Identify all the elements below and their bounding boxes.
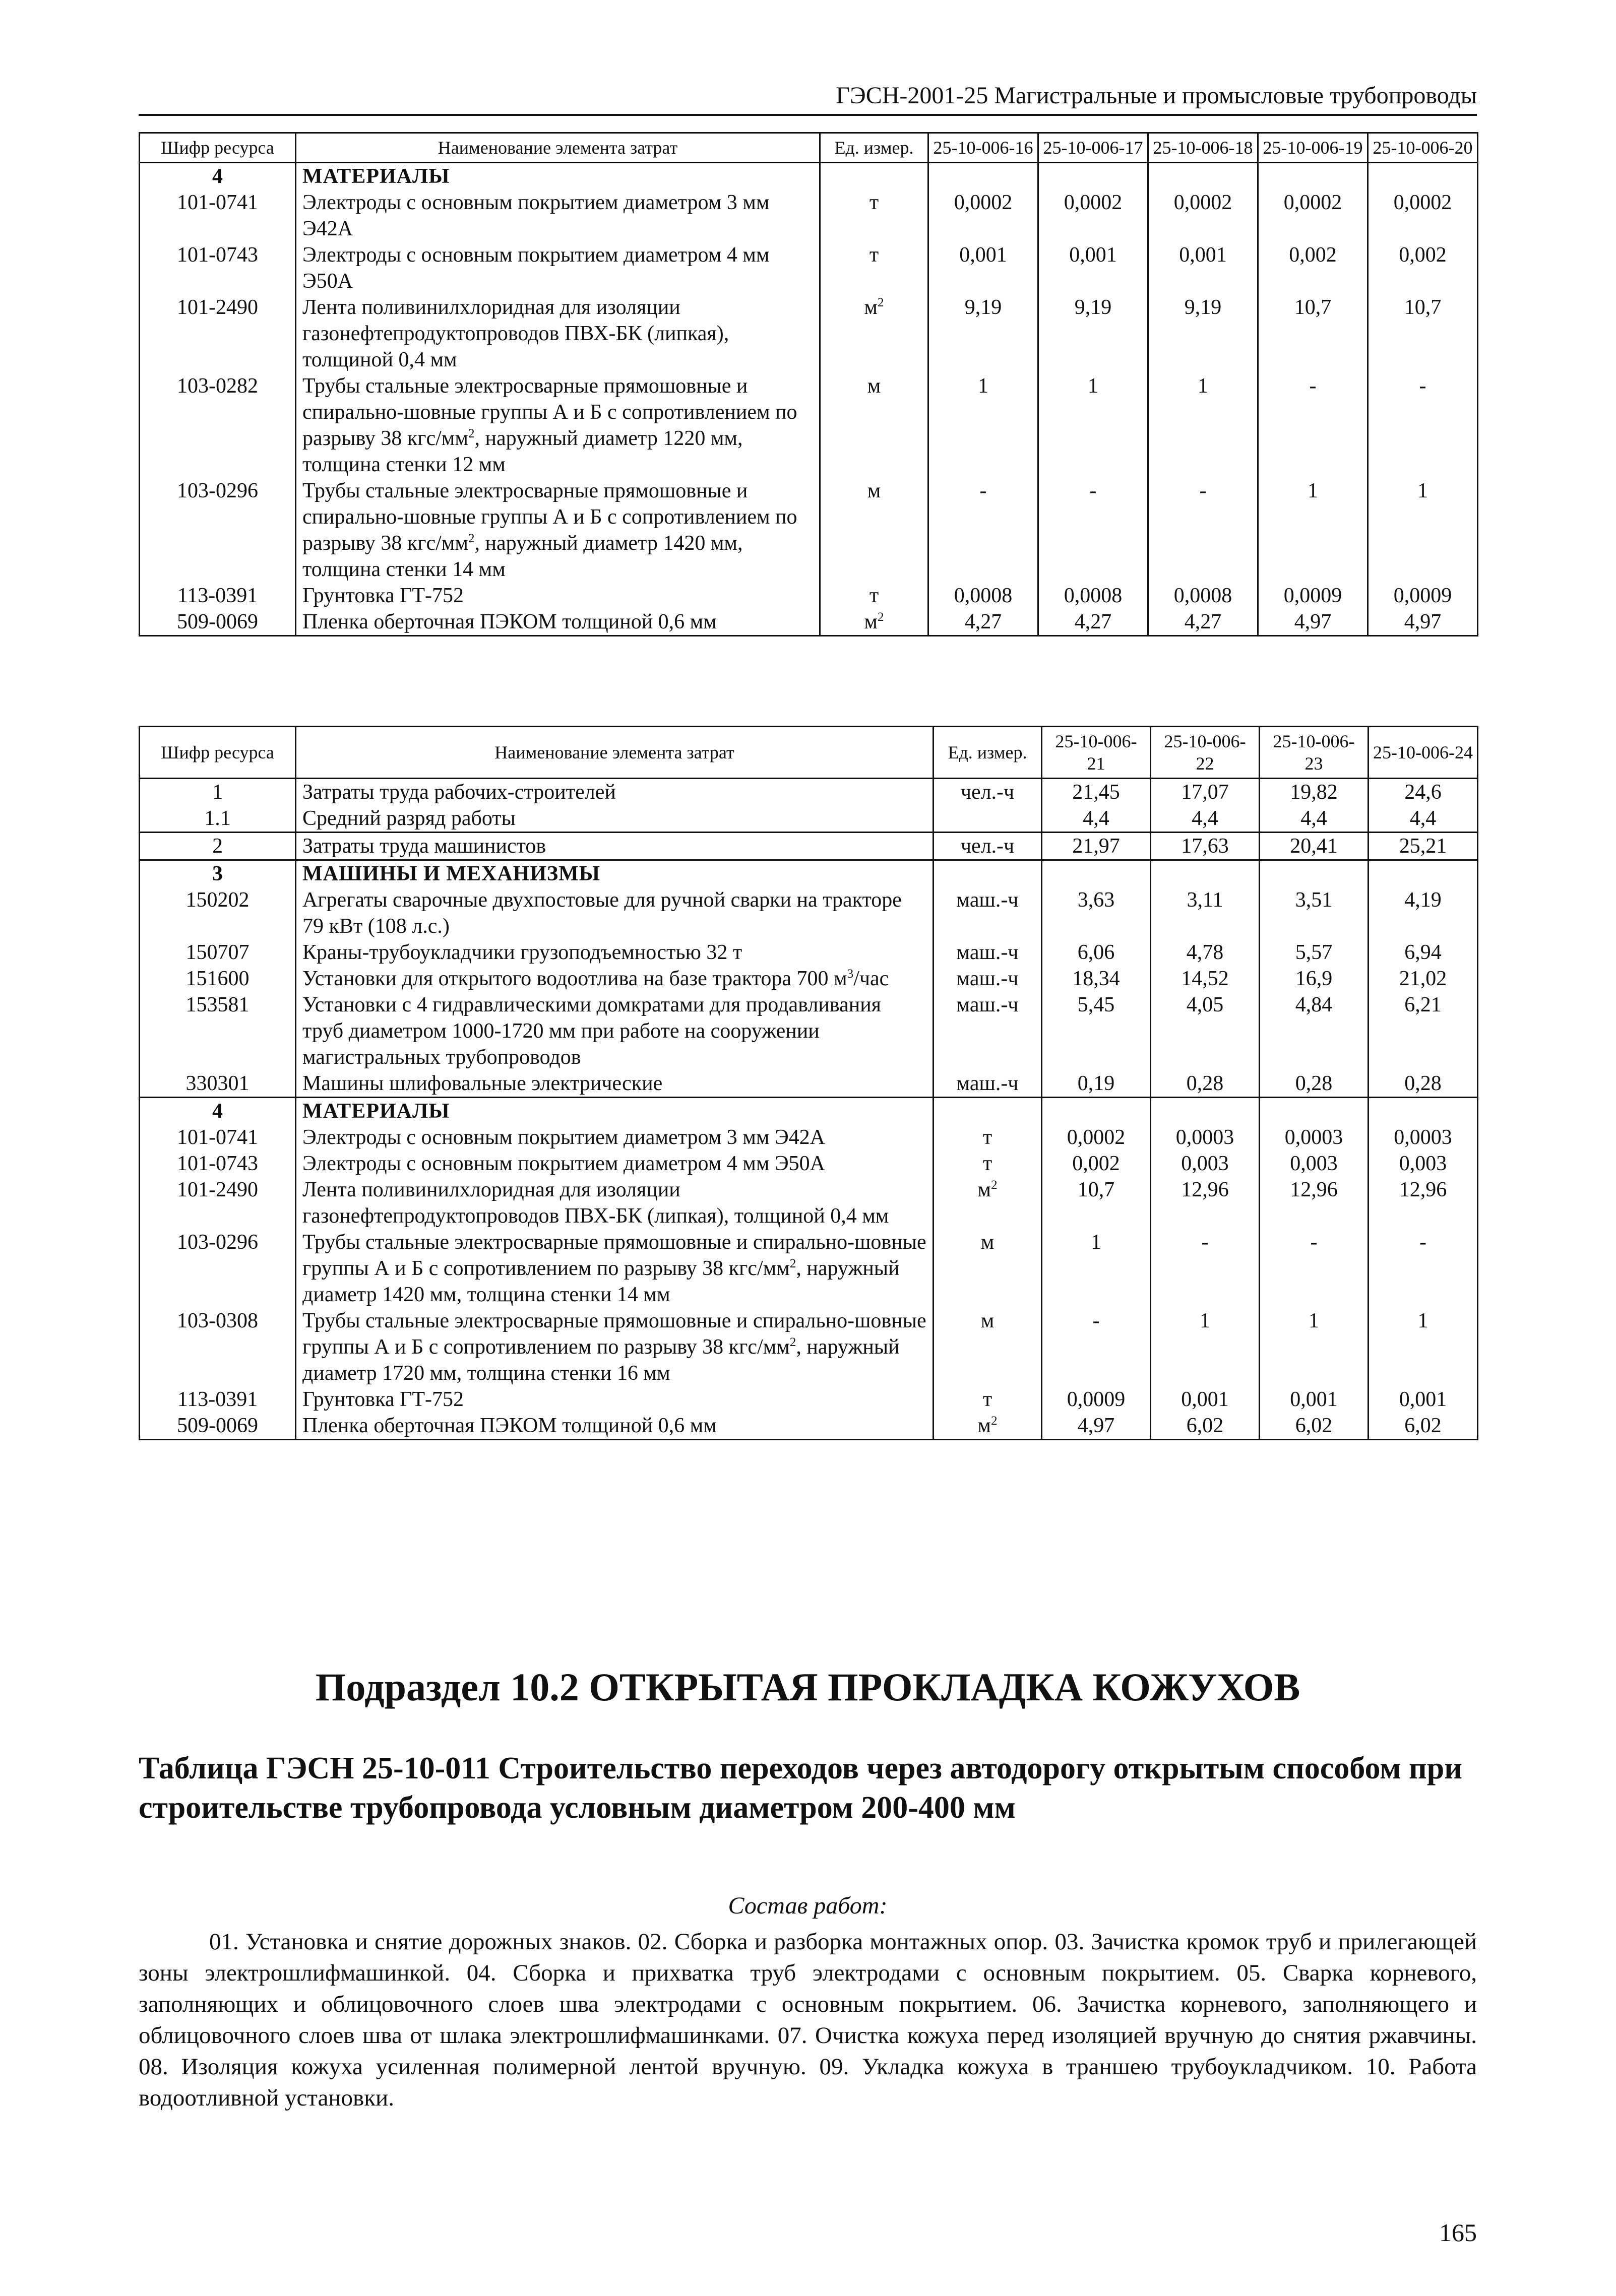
group-code: 4 — [140, 1098, 296, 1125]
value-cell: 0,0002 — [928, 189, 1038, 242]
resource-code: 2 — [140, 833, 296, 860]
resource-unit: чел.-ч — [934, 833, 1042, 860]
value-cell: 0,002 — [1368, 242, 1478, 294]
header-name: Наименование элемента затрат — [296, 133, 820, 163]
resource-name — [296, 373, 820, 478]
name-sup: 3 — [847, 967, 854, 981]
value-cell: 3,63 — [1042, 887, 1151, 939]
value-cell: 0,001 — [1369, 1386, 1478, 1413]
resource-unit — [820, 609, 928, 636]
header-col: 25-10-006-22 — [1151, 727, 1260, 779]
resource-code: 103-0282 — [140, 373, 296, 478]
subsection-title: Подраздел 10.2 ОТКРЫТАЯ ПРОКЛАДКА КОЖУХОВ — [315, 1665, 1300, 1709]
table-row — [140, 478, 1478, 583]
header-col: 25-10-006-19 — [1258, 133, 1368, 163]
table-row — [140, 1229, 1478, 1308]
resource-code: 151600 — [140, 966, 296, 992]
name-part: Трубы стальные электросварные прямошовные и спирально-шовные группы А и Б с сопротивлением по разрыву 38 кгс/мм — [302, 1309, 926, 1359]
name-part: /час — [853, 967, 889, 990]
resource-unit: м — [934, 1229, 1042, 1308]
header-col: 25-10-006-16 — [928, 133, 1038, 163]
value-cell: 0,0003 — [1369, 1124, 1478, 1151]
value-cell: 4,97 — [1042, 1413, 1151, 1440]
value-cell: 0,0002 — [1368, 189, 1478, 242]
name-sup: 2 — [468, 532, 475, 545]
resource-unit: т — [820, 189, 928, 242]
value-cell: 12,96 — [1260, 1177, 1369, 1229]
table-row — [140, 1070, 1478, 1098]
value-cell: 0,002 — [1042, 1151, 1151, 1177]
value-cell: 0,0002 — [1038, 189, 1148, 242]
resource-name: Грунтовка ГТ-752 — [296, 1386, 934, 1413]
name-part: Трубы стальные электросварные прямошовные и спирально-шовные группы А и Б с сопротивлением по разрыву 38 кгс/мм — [302, 1231, 926, 1280]
value-cell: - — [1369, 1229, 1478, 1308]
table-row — [140, 294, 1478, 373]
value-cell: - — [1038, 478, 1148, 583]
header-unit: Ед. измер. — [934, 727, 1042, 779]
group-code: 4 — [140, 163, 296, 190]
value-cell: 0,0008 — [1148, 583, 1258, 609]
value-cell: 0,0003 — [1260, 1124, 1369, 1151]
value-cell: - — [1042, 1308, 1151, 1386]
header-col: 25-10-006-18 — [1148, 133, 1258, 163]
value-cell: 0,003 — [1151, 1151, 1260, 1177]
resource-unit — [934, 1413, 1042, 1440]
value-cell: 4,27 — [1038, 609, 1148, 636]
value-cell: 9,19 — [1038, 294, 1148, 373]
unit-sup: 2 — [990, 1414, 998, 1428]
unit-base: м — [977, 1178, 991, 1201]
value-cell: 0,003 — [1369, 1151, 1478, 1177]
unit-sup: 2 — [877, 296, 884, 309]
header-col: 25-10-006-20 — [1368, 133, 1478, 163]
value-cell: 4,05 — [1151, 992, 1260, 1070]
table-caption-label: Таблица ГЭСН 25-10-011 — [139, 1751, 490, 1785]
resource-code: 150202 — [140, 887, 296, 939]
value-cell: 25,21 — [1369, 833, 1478, 860]
resource-unit: маш.-ч — [934, 939, 1042, 966]
value-cell: 0,001 — [1038, 242, 1148, 294]
resource-table-2 — [139, 726, 1478, 1440]
resource-code: 509-0069 — [140, 609, 296, 636]
resource-unit: м — [820, 373, 928, 478]
table-row — [140, 779, 1478, 806]
header-code: Шифр ресурса — [140, 727, 296, 779]
header-col: 25-10-006-21 — [1042, 727, 1151, 779]
value-cell: 0,0002 — [1148, 189, 1258, 242]
resource-unit — [934, 805, 1042, 833]
value-cell: 21,02 — [1369, 966, 1478, 992]
value-cell: 6,21 — [1369, 992, 1478, 1070]
value-cell: 9,19 — [928, 294, 1038, 373]
table-row — [140, 1151, 1478, 1177]
value-cell: 10,7 — [1368, 294, 1478, 373]
page-number: 165 — [1439, 2218, 1477, 2247]
table-caption-text: Строительство переходов через автодорогу открытым способом при строительстве трубопровода условным диаметром 200-400 мм — [139, 1751, 1462, 1825]
value-cell: 0,001 — [928, 242, 1038, 294]
resource-unit: чел.-ч — [934, 779, 1042, 806]
resource-name: Затраты труда машинистов — [296, 833, 934, 860]
resource-name: Краны-трубоукладчики грузоподъемностью 32 т — [296, 939, 934, 966]
resource-unit — [934, 1177, 1042, 1229]
resource-name — [296, 478, 820, 583]
value-cell: 0,28 — [1369, 1070, 1478, 1098]
resource-code: 153581 — [140, 992, 296, 1070]
value-cell: - — [1368, 373, 1478, 478]
value-cell: 4,27 — [1148, 609, 1258, 636]
value-cell: 4,4 — [1042, 805, 1151, 833]
works-heading: Состав работ: — [728, 1892, 888, 1919]
name-part: , наружный диаметр 1420 мм, толщина стенки 14 мм — [302, 532, 743, 581]
name-sup: 2 — [789, 1257, 796, 1270]
value-cell: 0,001 — [1151, 1386, 1260, 1413]
value-cell: 10,7 — [1042, 1177, 1151, 1229]
resource-code: 101-2490 — [140, 294, 296, 373]
value-cell: 1 — [1260, 1308, 1369, 1386]
resource-unit: м — [934, 1308, 1042, 1386]
resource-unit: т — [820, 242, 928, 294]
resource-unit: маш.-ч — [934, 992, 1042, 1070]
value-cell: 21,97 — [1042, 833, 1151, 860]
value-cell: 0,0008 — [928, 583, 1038, 609]
table-header-row — [140, 133, 1478, 163]
table-row — [140, 939, 1478, 966]
resource-name: Средний разряд работы — [296, 805, 934, 833]
unit-sup: 2 — [877, 610, 884, 624]
name-part: Трубы стальные электросварные прямошовные и спирально-шовные группы А и Б с сопротивлением по разрыву 38 кгс/мм — [302, 479, 797, 555]
resource-code: 1 — [140, 779, 296, 806]
resource-unit: маш.-ч — [934, 887, 1042, 939]
value-cell: 4,84 — [1260, 992, 1369, 1070]
value-cell: 0,001 — [1148, 242, 1258, 294]
value-cell: 3,11 — [1151, 887, 1260, 939]
value-cell: - — [928, 478, 1038, 583]
resource-code: 509-0069 — [140, 1413, 296, 1440]
table-row — [140, 833, 1478, 860]
value-cell: 6,02 — [1369, 1413, 1478, 1440]
header-unit: Ед. измер. — [820, 133, 928, 163]
unit-sup: 2 — [990, 1178, 998, 1192]
resource-name: Электроды с основным покрытием диаметром 3 мм Э42А — [296, 1124, 934, 1151]
value-cell: - — [1258, 373, 1368, 478]
unit-base: м — [864, 610, 878, 633]
value-cell: - — [1151, 1229, 1260, 1308]
name-part: , наружный диаметр 1720 мм, толщина стенки 16 мм — [302, 1335, 900, 1385]
table-row — [140, 1124, 1478, 1151]
header-col: 25-10-006-24 — [1369, 727, 1478, 779]
resource-code: 113-0391 — [140, 1386, 296, 1413]
value-cell: 17,07 — [1151, 779, 1260, 806]
table-row — [140, 887, 1478, 939]
value-cell: 6,02 — [1260, 1413, 1369, 1440]
header-col: 25-10-006-23 — [1260, 727, 1369, 779]
value-cell: 4,4 — [1151, 805, 1260, 833]
resource-name: Агрегаты сварочные двухпостовые для ручной сварки на тракторе 79 кВт (108 л.с.) — [296, 887, 934, 939]
value-cell: 0,0009 — [1368, 583, 1478, 609]
value-cell: 9,19 — [1148, 294, 1258, 373]
value-cell: 0,003 — [1260, 1151, 1369, 1177]
table-row — [140, 609, 1478, 636]
value-cell: 6,02 — [1151, 1413, 1260, 1440]
resource-code: 101-0743 — [140, 242, 296, 294]
resource-name — [296, 1308, 934, 1386]
resource-name: Грунтовка ГТ-752 — [296, 583, 820, 609]
resource-name: Электроды с основным покрытием диаметром 4 мм Э50А — [296, 242, 820, 294]
resource-unit — [820, 294, 928, 373]
resource-code: 103-0296 — [140, 478, 296, 583]
value-cell: 20,41 — [1260, 833, 1369, 860]
group-code: 3 — [140, 860, 296, 887]
resource-code: 103-0308 — [140, 1308, 296, 1386]
table-header-row — [140, 727, 1478, 779]
value-cell: 0,0008 — [1038, 583, 1148, 609]
name-part: Трубы стальные электросварные прямошовные и спирально-шовные группы А и Б с сопротивлением по разрыву 38 кгс/мм — [302, 374, 797, 450]
group-label: МАШИНЫ И МЕХАНИЗМЫ — [296, 860, 934, 887]
value-cell: 14,52 — [1151, 966, 1260, 992]
value-cell: 1 — [1151, 1308, 1260, 1386]
header-code: Шифр ресурса — [140, 133, 296, 163]
running-header: ГЭСН-2001-25 Магистральные и промысловые трубопроводы — [139, 81, 1477, 116]
name-part: , наружный диаметр 1420 мм, толщина стенки 14 мм — [302, 1257, 900, 1306]
value-cell: 3,51 — [1260, 887, 1369, 939]
group-label: МАТЕРИАЛЫ — [296, 1098, 934, 1125]
table-row — [140, 583, 1478, 609]
resource-name: Машины шлифовальные электрические — [296, 1070, 934, 1098]
value-cell: 0,0003 — [1151, 1124, 1260, 1151]
resource-name: Лента поливинилхлоридная для изоляции газонефтепродуктопроводов ПВХ-БК (липкая), толщиной 0,4 мм — [296, 1177, 934, 1229]
resource-code: 1.1 — [140, 805, 296, 833]
resource-code: 101-0743 — [140, 1151, 296, 1177]
unit-base: м — [977, 1414, 991, 1437]
resource-code: 101-0741 — [140, 1124, 296, 1151]
value-cell: 5,57 — [1260, 939, 1369, 966]
value-cell: 4,78 — [1151, 939, 1260, 966]
value-cell: 4,97 — [1258, 609, 1368, 636]
resource-code: 330301 — [140, 1070, 296, 1098]
value-cell: 24,6 — [1369, 779, 1478, 806]
value-cell: 12,96 — [1151, 1177, 1260, 1229]
table-row — [140, 242, 1478, 294]
value-cell: 6,94 — [1369, 939, 1478, 966]
table-row — [140, 1308, 1478, 1386]
resource-name: Пленка оберточная ПЭКОМ толщиной 0,6 мм — [296, 1413, 934, 1440]
value-cell: 4,4 — [1260, 805, 1369, 833]
value-cell: 1 — [1368, 478, 1478, 583]
resource-unit: т — [820, 583, 928, 609]
group-row — [140, 1098, 1478, 1125]
resource-code: 150707 — [140, 939, 296, 966]
resource-name: Пленка оберточная ПЭКОМ толщиной 0,6 мм — [296, 609, 820, 636]
value-cell: 4,4 — [1369, 805, 1478, 833]
value-cell: 1 — [1038, 373, 1148, 478]
value-cell: - — [1260, 1229, 1369, 1308]
resource-unit: т — [934, 1151, 1042, 1177]
name-part: Установки для открытого водоотлива на базе трактора 700 м — [302, 967, 847, 990]
resource-name — [296, 966, 934, 992]
value-cell: 0,001 — [1260, 1386, 1369, 1413]
value-cell: 16,9 — [1260, 966, 1369, 992]
value-cell: - — [1148, 478, 1258, 583]
table-row — [140, 805, 1478, 833]
value-cell: 0,002 — [1258, 242, 1368, 294]
value-cell: 0,0009 — [1258, 583, 1368, 609]
value-cell: 18,34 — [1042, 966, 1151, 992]
resource-name: Установки с 4 гидравлическими домкратами для продавливания труб диаметром 1000-1720 мм при работе на сооружении магистральных трубопроводов — [296, 992, 934, 1070]
table-row — [140, 373, 1478, 478]
table-row — [140, 189, 1478, 242]
resource-code: 101-0741 — [140, 189, 296, 242]
value-cell: 5,45 — [1042, 992, 1151, 1070]
header-name: Наименование элемента затрат — [296, 727, 934, 779]
resource-unit: т — [934, 1124, 1042, 1151]
value-cell: 12,96 — [1369, 1177, 1478, 1229]
header-col: 25-10-006-17 — [1038, 133, 1148, 163]
table-caption — [139, 1749, 1477, 1827]
table-row — [140, 992, 1478, 1070]
value-cell: 1 — [1042, 1229, 1151, 1308]
resource-name: Лента поливинилхлоридная для изоляции газонефтепродуктопроводов ПВХ-БК (липкая), толщиной 0,4 мм — [296, 294, 820, 373]
resource-name — [296, 1229, 934, 1308]
table-row — [140, 1413, 1478, 1440]
value-cell: 0,28 — [1151, 1070, 1260, 1098]
value-cell: 21,45 — [1042, 779, 1151, 806]
value-cell: 0,0002 — [1042, 1124, 1151, 1151]
name-sup: 2 — [789, 1335, 796, 1349]
resource-code: 103-0296 — [140, 1229, 296, 1308]
value-cell: 0,0009 — [1042, 1386, 1151, 1413]
value-cell: 0,28 — [1260, 1070, 1369, 1098]
value-cell: 4,27 — [928, 609, 1038, 636]
value-cell: 4,97 — [1368, 609, 1478, 636]
group-label: МАТЕРИАЛЫ — [296, 163, 820, 190]
resource-code: 113-0391 — [140, 583, 296, 609]
value-cell: 6,06 — [1042, 939, 1151, 966]
value-cell: 0,19 — [1042, 1070, 1151, 1098]
resource-name: Электроды с основным покрытием диаметром 4 мм Э50А — [296, 1151, 934, 1177]
resource-unit: м — [820, 478, 928, 583]
value-cell: 1 — [1148, 373, 1258, 478]
value-cell: 17,63 — [1151, 833, 1260, 860]
name-sup: 2 — [468, 427, 475, 440]
resource-name: Затраты труда рабочих-строителей — [296, 779, 934, 806]
table-row — [140, 1177, 1478, 1229]
group-row — [140, 860, 1478, 887]
value-cell: 1 — [928, 373, 1038, 478]
value-cell: 4,19 — [1369, 887, 1478, 939]
group-row — [140, 163, 1478, 190]
value-cell: 0,0002 — [1258, 189, 1368, 242]
resource-unit: маш.-ч — [934, 1070, 1042, 1098]
value-cell: 1 — [1369, 1308, 1478, 1386]
resource-unit: т — [934, 1386, 1042, 1413]
value-cell: 10,7 — [1258, 294, 1368, 373]
table-row — [140, 1386, 1478, 1413]
resource-unit: маш.-ч — [934, 966, 1042, 992]
resource-table-1 — [139, 132, 1478, 636]
table-row — [140, 966, 1478, 992]
value-cell: 1 — [1258, 478, 1368, 583]
resource-name: Электроды с основным покрытием диаметром 3 мм Э42А — [296, 189, 820, 242]
resource-code: 101-2490 — [140, 1177, 296, 1229]
works-body: 01. Установка и снятие дорожных знаков. 02. Сборка и разборка монтажных опор. 03. Зачистка кромок труб и прилегающей зоны электрошлифмашинкой. 04. Сборка и прихватка труб электродами с основным покрытием. 05. Сварка корневого, заполняющих и облицовочного слоев шва электродами с основным покрытием. 06. Зачистка корневого, заполняющего и облицовочного слоев шва от шлака электрошлифмашинками. 07. Очистка кожуха перед изоляцией вручную до снятия ржавчины. 08. Изоляция кожуха усиленная полимерной лентой вручную. 09. Укладка кожуха в траншею трубоукладчиком. 10. Работа водоотливной установки. — [139, 1929, 1477, 2111]
value-cell: 19,82 — [1260, 779, 1369, 806]
name-part: , наружный диаметр 1220 мм, толщина стенки 12 мм — [302, 427, 743, 476]
unit-base: м — [864, 296, 878, 319]
